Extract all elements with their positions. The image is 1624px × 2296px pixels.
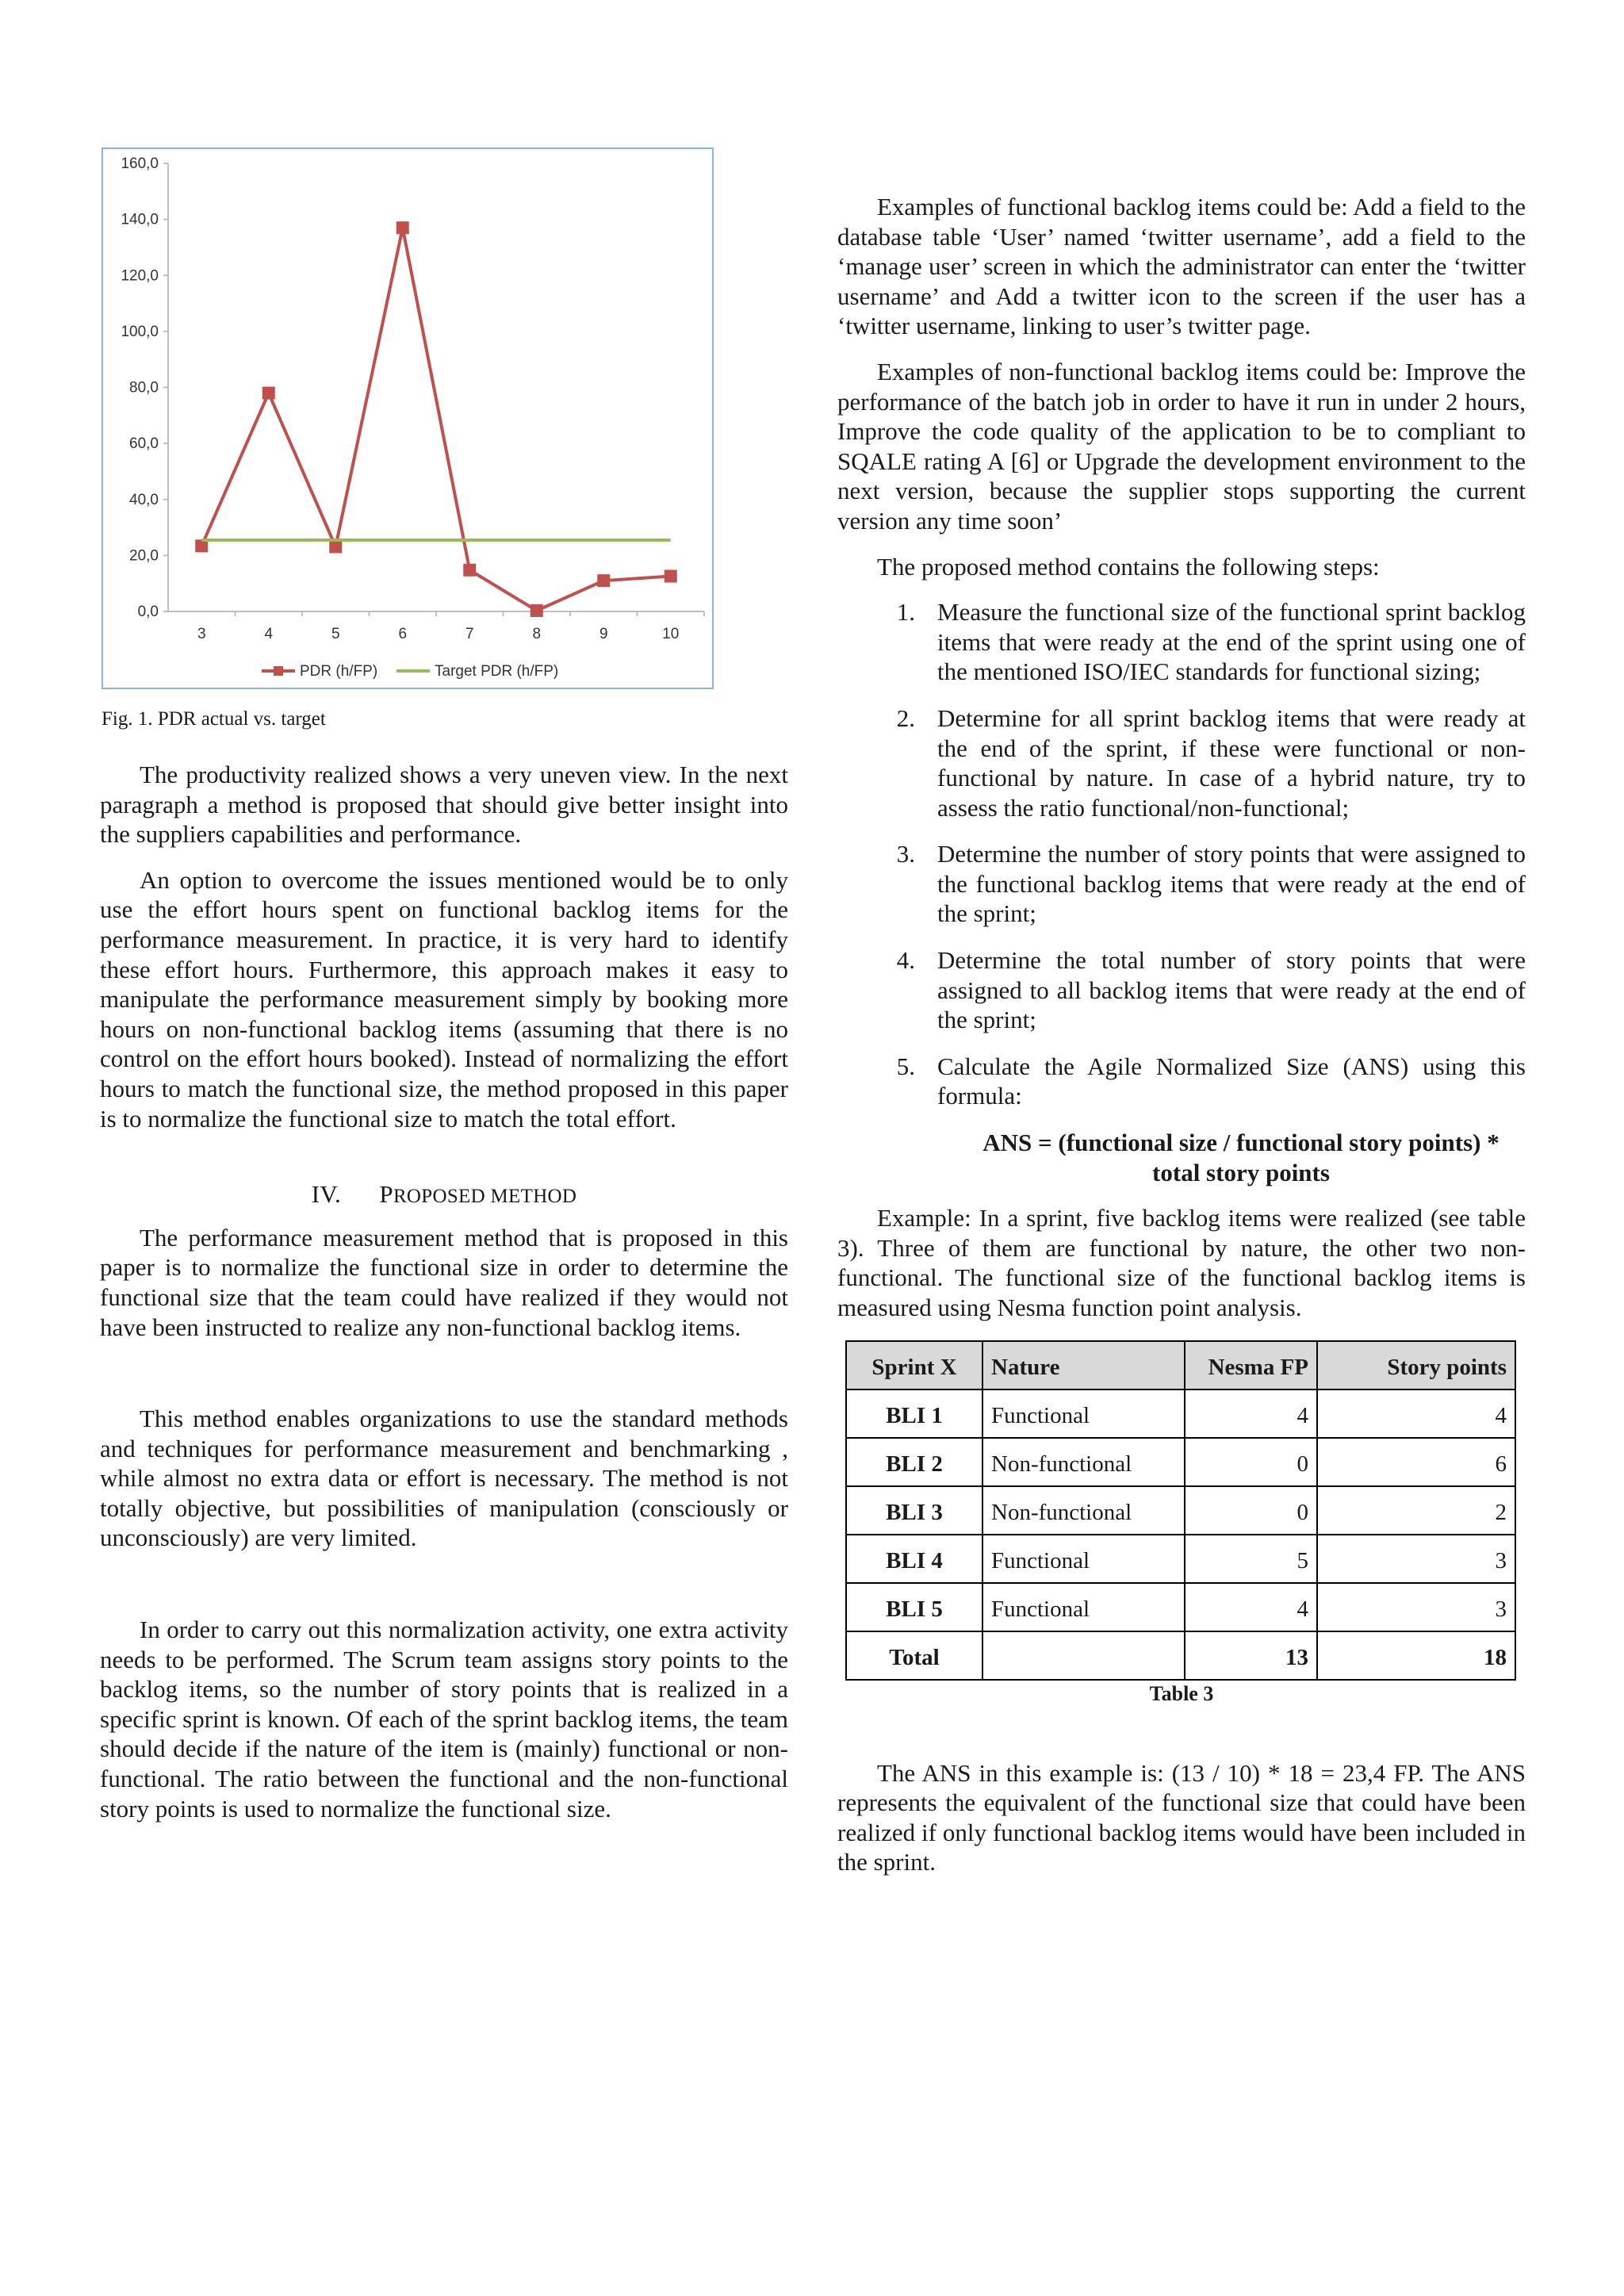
section-title-initial: P (379, 1180, 393, 1209)
table-caption: Table 3 (1149, 1681, 1214, 1705)
y-tick-label: 120,0 (121, 267, 159, 285)
list-item: 1. Measure the functional size of the functional sprint backlog items that were ready at the end of the sprint using one of the mentioned ISO/IEC standards for functional sizing; (896, 598, 1526, 686)
list-item: 3. Determine the number of story points that were assigned to the functional backlog items that were ready at the end of the sprint; (896, 840, 1526, 928)
table-header-row (846, 1341, 1515, 1389)
paragraph: Examples of functional backlog items could be: Add a field to the database table ‘User’ named ‘twitter username’, add a field to the ‘manage user’ screen in which the administrator can enter the ‘twitter username’ and Add a twitter icon to the screen if the user has a ‘twitter username, linking to user’s twitter page. (837, 193, 1526, 340)
paragraph: Example: In a sprint, five backlog items were realized (see table 3). Three of them are functional by nature, the other two non-functional. The functional size of the functional backlog items is measured using Nesma function point analysis. (837, 1204, 1526, 1321)
table-row: BLI 3 Non-functional 0 2 (846, 1486, 1515, 1535)
paragraph: In order to carry out this normalization activity, one extra activity needs to be performed. The Scrum team assigns story points to the backlog items, so the number of story points that is realized in a specific sprint is known. Of each of the sprint backlog items, the team should decide if the nature of the item is (mainly) functional or non-functional. The ratio between the functional and the non-functional story points is used to normalize the functional size. (100, 1616, 788, 1823)
y-tick-label: 40,0 (129, 491, 159, 508)
paragraph: The productivity realized shows a very uneven view. In the next paragraph a method is proposed that should give better insight into the suppliers capabilities and performance. (100, 761, 788, 849)
y-tick-label: 100,0 (121, 323, 159, 340)
x-tick-label: 10 (662, 626, 680, 642)
list-item: 5. Calculate the Agile Normalized Size (ANS) using this formula: (896, 1052, 1526, 1110)
ans-formula: ANS = (functional size / functional story points) * total story points (982, 1129, 1500, 1186)
right-column (837, 192, 1526, 1893)
paragraph: This method enables organizations to use the standard methods and techniques for performance measurement and benchmarking , while almost no extra data or effort is necessary. The method is not totally objective, but possibilities of manipulation (consciously or unconsciously) are very limited. (100, 1405, 788, 1552)
x-tick-label: 8 (532, 626, 542, 642)
table-row: BLI 2 Non-functional 0 6 (846, 1438, 1515, 1486)
legend-label: Target PDR (h/FP) (435, 663, 559, 680)
paragraph: The proposed method contains the following steps: (877, 552, 1380, 581)
table-row: BLI 4 Functional 5 3 (846, 1535, 1515, 1583)
table-total-row: Total 13 18 (846, 1631, 1515, 1680)
table-header: Sprint X (846, 1341, 982, 1389)
x-tick-label: 3 (197, 626, 206, 642)
y-tick-label: 0,0 (137, 604, 159, 620)
y-tick-label: 60,0 (129, 435, 159, 453)
legend-marker (274, 666, 283, 676)
left-column (100, 760, 788, 1839)
table-row: BLI 1 Functional 4 4 (846, 1389, 1515, 1438)
table-header: Nesma FP (1185, 1341, 1317, 1389)
section-heading (100, 1179, 788, 1212)
data-point-marker (597, 574, 610, 587)
list-item: 2. Determine for all sprint backlog items that were ready at the end of the sprint, if these were functional or non-functional by nature. In case of a hybrid nature, try to assess the ratio functional/non-functional; (896, 703, 1526, 822)
list-item: 4. Determine the total number of story points that were assigned to all backlog items that were ready at the end of the sprint; (896, 946, 1526, 1034)
paragraph: Examples of non-functional backlog items could be: Improve the performance of the batch job in order to have it run in under 2 hours, Improve the code quality of the application to be to compliant to SQALE rating A [6] or Upgrade the development environment to the next version, because the supplier stops supporting the current version any time soon’ (837, 357, 1526, 535)
data-point-marker (665, 570, 677, 583)
y-tick-label: 140,0 (121, 211, 159, 228)
table-header: Nature (982, 1341, 1185, 1389)
y-tick-label: 80,0 (129, 379, 159, 397)
x-tick-label: 4 (264, 626, 274, 642)
data-point-marker (329, 540, 342, 553)
legend-label: PDR (h/FP) (300, 663, 378, 680)
y-tick-label: 160,0 (121, 155, 159, 172)
data-point-marker (530, 604, 543, 617)
data-point-marker (396, 221, 409, 234)
data-point-marker (463, 564, 476, 577)
x-tick-label: 7 (465, 626, 474, 642)
sprint-table (845, 1340, 1516, 1681)
x-tick-label: 9 (599, 626, 608, 642)
figure-caption: Fig. 1. PDR actual vs. target (102, 708, 326, 730)
x-tick-label: 6 (398, 626, 408, 642)
figure-pdr-chart (102, 148, 714, 689)
paragraph: The ANS in this example is: (13 / 10) * 18 = 23,4 FP. The ANS represents the equivalent of the functional size that could have been realized if only functional backlog items would have been included in the sprint. (837, 1758, 1526, 1876)
section-number: IV. (311, 1180, 342, 1209)
table-header: Story points (1317, 1341, 1515, 1389)
table-row: BLI 5 Functional 4 3 (846, 1583, 1515, 1631)
series-line-1 (201, 228, 671, 611)
section-title-rest: ROPOSED METHOD (393, 1186, 577, 1208)
pdr-line-chart (103, 149, 715, 691)
steps-list (837, 597, 1526, 1111)
x-tick-label: 5 (331, 626, 340, 642)
paragraph: The performance measurement method that is proposed in this paper is to normalize the functional size in order to determine the functional size that the team could have realized if they would not have been instructed to realize any non-functional backlog items. (100, 1223, 788, 1341)
data-point-marker (262, 387, 275, 400)
paragraph: An option to overcome the issues mentioned would be to only use the effort hours spent on functional backlog items for the performance measurement. In practice, it is very hard to identify these effort hours. Furthermore, this approach makes it easy to manipulate the performance measurement simply by booking more hours on non-functional backlog items (assuming that there is no control on the effort hours booked). Instead of normalizing the effort hours to match the functional size, the method proposed in this paper is to normalize the functional size to match the total effort. (100, 865, 788, 1133)
y-tick-label: 20,0 (129, 547, 159, 565)
